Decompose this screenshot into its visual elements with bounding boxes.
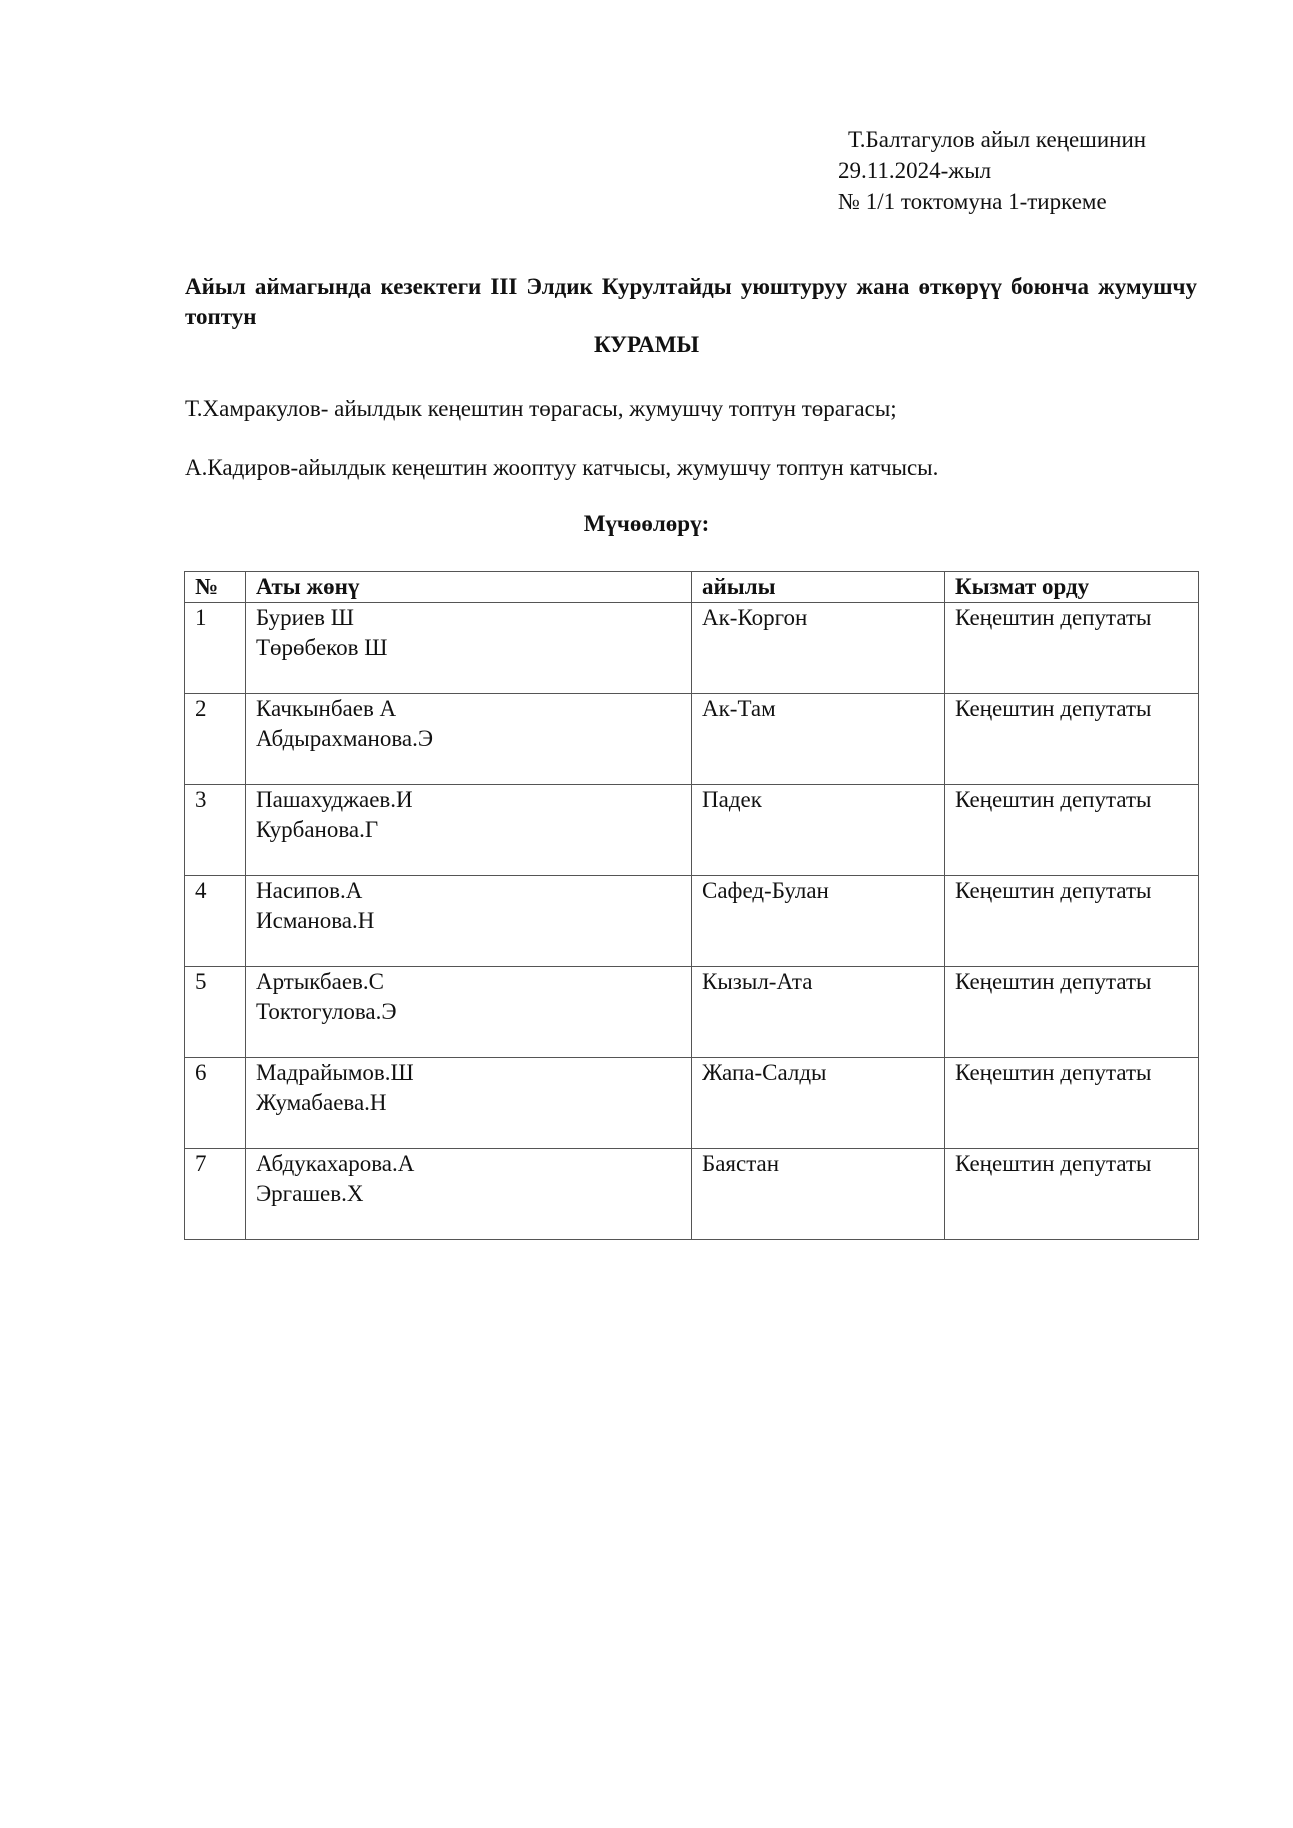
annex-line-date: 29.11.2024-жыл: [838, 158, 992, 183]
header-name: Аты жөнү: [246, 572, 692, 603]
row-position: Кеңештин депутаты: [945, 967, 1199, 1058]
table-row: [185, 603, 1199, 694]
table-row: [185, 1149, 1199, 1240]
chairman-line: Т.Хамракулов- айылдык кеңештин төрагасы, жумушчу топтун төрагасы;: [185, 396, 897, 421]
row-number: 7: [185, 1149, 246, 1240]
table-row: [185, 1058, 1199, 1149]
member-name: Токтогулова.Э: [256, 999, 397, 1024]
row-village: Сафед-Булан: [692, 876, 945, 967]
members-heading: Мүчөөлөрү:: [583, 511, 710, 536]
row-village: Ак-Коргон: [692, 603, 945, 694]
row-position: Кеңештин депутаты: [945, 694, 1199, 785]
member-name: Абдукахарова.А: [256, 1151, 415, 1176]
member-name: Жумабаева.Н: [256, 1090, 387, 1115]
row-number: 3: [185, 785, 246, 876]
composition-heading: КУРАМЫ: [593, 332, 700, 357]
annex-reference: [838, 124, 1146, 217]
row-number: 2: [185, 694, 246, 785]
member-name: Пашахуджаев.И: [256, 787, 413, 812]
row-names: [246, 967, 692, 1058]
member-name: Эргашев.Х: [256, 1181, 364, 1206]
row-number: 4: [185, 876, 246, 967]
table-header-row: [185, 572, 1199, 603]
row-names: [246, 1149, 692, 1240]
table-row: [185, 785, 1199, 876]
table-row: [185, 967, 1199, 1058]
header-number: №: [185, 572, 246, 603]
document-title: Айыл аймагында кезектеги III Элдик Курултайды уюштуруу жана өткөрүү боюнча жумушчу топтун: [185, 274, 1197, 329]
members-table: [184, 571, 1199, 1240]
row-position: Кеңештин депутаты: [945, 603, 1199, 694]
row-village: Кызыл-Ата: [692, 967, 945, 1058]
annex-line-council: Т.Балтагулов айыл кеңешинин: [848, 127, 1147, 152]
row-position: Кеңештин депутаты: [945, 876, 1199, 967]
row-village: Падек: [692, 785, 945, 876]
table-row: [185, 876, 1199, 967]
row-position: Кеңештин депутаты: [945, 1149, 1199, 1240]
member-name: Мадрайымов.Ш: [256, 1060, 414, 1085]
member-name: Исманова.Н: [256, 908, 375, 933]
member-name: Артыкбаев.С: [256, 969, 384, 994]
member-name: Качкынбаев А: [256, 696, 397, 721]
member-name: Буриев Ш: [256, 605, 354, 630]
row-village: Ак-Там: [692, 694, 945, 785]
row-names: [246, 1058, 692, 1149]
header-village: айылы: [692, 572, 945, 603]
member-name: Төрөбеков Ш: [256, 635, 388, 660]
row-position: Кеңештин депутаты: [945, 785, 1199, 876]
row-village: Баястан: [692, 1149, 945, 1240]
row-names: [246, 785, 692, 876]
row-village: Жапа-Салды: [692, 1058, 945, 1149]
secretary-line: А.Кадиров-айылдык кеңештин жооптуу катчысы, жумушчу топтун катчысы.: [185, 455, 939, 480]
row-number: 5: [185, 967, 246, 1058]
row-names: [246, 694, 692, 785]
member-name: Курбанова.Г: [256, 817, 379, 842]
header-position: Кызмат орду: [945, 572, 1199, 603]
row-number: 6: [185, 1058, 246, 1149]
row-names: [246, 876, 692, 967]
row-number: 1: [185, 603, 246, 694]
row-names: [246, 603, 692, 694]
table-row: [185, 694, 1199, 785]
member-name: Насипов.А: [256, 878, 363, 903]
annex-line-resolution: № 1/1 токтомуна 1-тиркеме: [838, 189, 1107, 214]
member-name: Абдырахманова.Э: [256, 726, 434, 751]
row-position: Кеңештин депутаты: [945, 1058, 1199, 1149]
